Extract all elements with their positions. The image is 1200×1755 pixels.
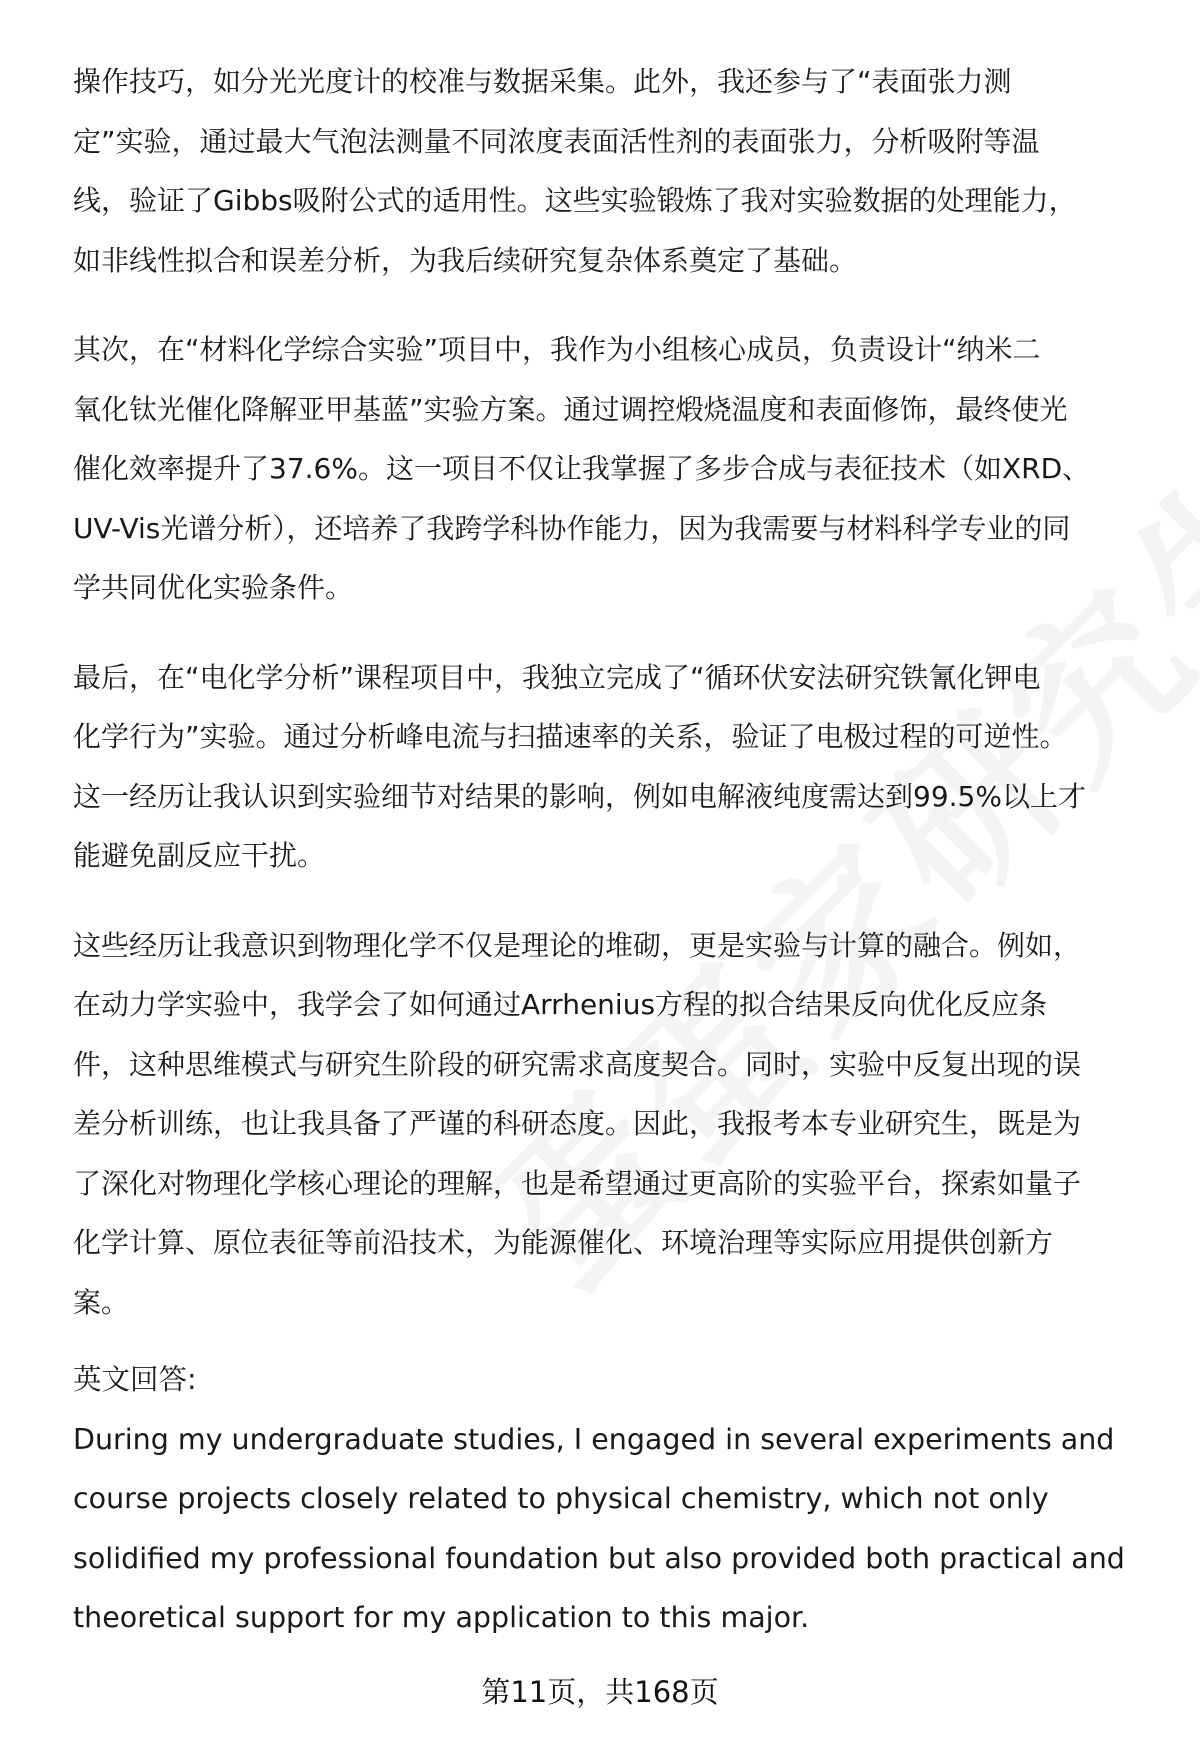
text-line: 如非线性拟合和误差分析，为我后续研究复杂体系奠定了基础。 bbox=[73, 243, 858, 277]
text-line: 这些经历让我意识到物理化学不仅是理论的堆砌，更是实验与计算的融合。例如， bbox=[73, 928, 1082, 962]
paragraph-3 bbox=[73, 648, 1153, 886]
text-line: 件，这种思维模式与研究生阶段的研究需求高度契合。同时，实验中反复出现的误 bbox=[73, 1047, 1082, 1081]
text-line: 催化效率提升了37.6%。这一项目不仅让我掌握了多步合成与表征技术（如XRD、 bbox=[73, 452, 1091, 485]
text-line: 操作技巧，如分光光度计的校准与数据采集。此外，我还参与了“表面张力测 bbox=[73, 65, 1012, 98]
text-line: 案。 bbox=[73, 1285, 130, 1319]
document-body bbox=[73, 52, 1153, 1648]
text-line: 定”实验，通过最大气泡法测量不同浓度表面活性剂的表面张力，分析吸附等温 bbox=[73, 124, 1040, 158]
text-line: 这一经历让我认识到实验细节对结果的影响，例如电解液纯度需达到99.5%以上才 bbox=[73, 779, 1086, 813]
english-answer bbox=[73, 1350, 1153, 1648]
paragraph-4 bbox=[73, 916, 1153, 1333]
text-line: During my undergraduate studies, I engaged in several experiments and bbox=[73, 1422, 1115, 1456]
text-line: 最后，在“电化学分析”课程项目中，我独立完成了“循环伏安法研究铁氰化钾电 bbox=[73, 660, 1041, 694]
page-number: 第11页，共168页 bbox=[481, 1675, 719, 1709]
text-line: solidified my professional foundation but also provided both practical and bbox=[73, 1541, 1125, 1575]
text-line: 在动力学实验中，我学会了如何通过Arrhenius方程的拟合结果反向优化反应条 bbox=[73, 988, 1048, 1021]
text-line: 了深化对物理化学核心理论的理解，也是希望通过更高阶的实验平台，探索如量子 bbox=[73, 1166, 1082, 1200]
text-line: 能避免副反应干扰。 bbox=[73, 839, 326, 872]
text-line: course projects closely related to physical chemistry, which not only bbox=[73, 1482, 1049, 1515]
text-line: 化学行为”实验。通过分析峰电流与扫描速率的关系，验证了电极过程的可逆性。 bbox=[73, 720, 1068, 753]
text-line: 其次，在“材料化学综合实验”项目中，我作为小组核心成员，负责设计“纳米二 bbox=[73, 333, 1041, 366]
text-line: 化学计算、原位表征等前沿技术，为能源催化、环境治理等实际应用提供创新方 bbox=[73, 1226, 1054, 1259]
text-line: 学共同优化实验条件。 bbox=[73, 571, 354, 604]
english-answer-heading: 英文回答: bbox=[73, 1363, 197, 1396]
paragraph-1 bbox=[73, 52, 1153, 290]
text-line: 差分析训练，也让我具备了严谨的科研态度。因此，我报考本专业研究生，既是为 bbox=[73, 1107, 1082, 1140]
text-line: UV-Vis光谱分析），还培养了我跨学科协作能力，因为我需要与材料科学专业的同 bbox=[73, 511, 1071, 545]
text-line: 氧化钛光催化降解亚甲基蓝”实验方案。通过调控煅烧温度和表面修饰，最终使光 bbox=[73, 392, 1068, 426]
paragraph-2 bbox=[73, 320, 1153, 618]
text-line: 线，验证了Gibbs吸附公式的适用性。这些实验锻炼了我对实验数据的处理能力， bbox=[73, 184, 1077, 217]
text-line: theoretical support for my application to this major. bbox=[73, 1601, 810, 1634]
